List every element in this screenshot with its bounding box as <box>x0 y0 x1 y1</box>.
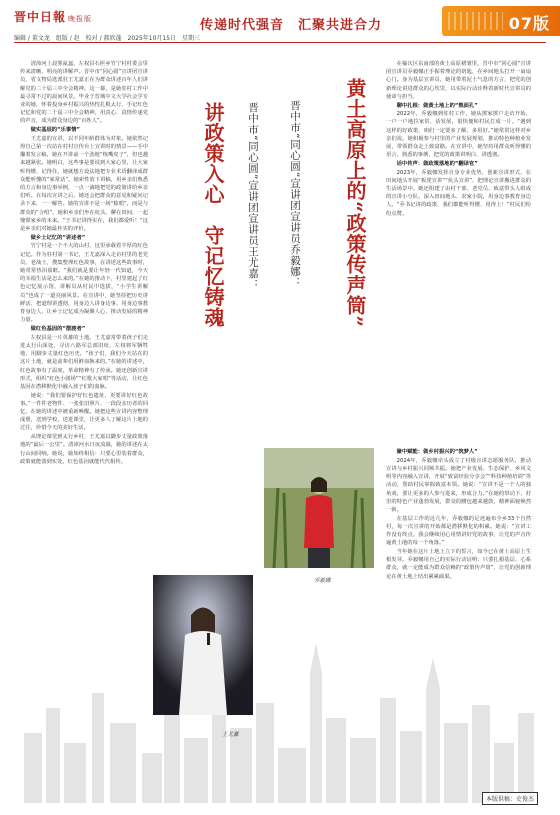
headline-left: 讲政策入心 守记忆铸魂 <box>201 102 225 328</box>
body-paragraph: 她说：“我们要保护好红色遗址，更要讲好红色故事。”一件件老物件、一张张旧照片、一段段亲历者的回忆，在她的讲述中被重新唤醒。她把这些宣讲内容整理成册，送到学校、送进课堂，让更多人了解这片土地的过往，珍惜今天的美好生活。 <box>20 392 148 432</box>
city-skyline-illustration <box>14 613 546 803</box>
page-meta: 编辑 / 董文龙 组版 / 赵 校对 / 郝欣蓬 2025年10月15日 星期三 <box>14 35 201 42</box>
section-subheading: 聊中扎根：做黄土地上的“熟面孔” <box>396 102 478 109</box>
subheadline-left: 晋中市“同心圆”宣讲团宣讲员王尤嘉： <box>247 102 259 290</box>
body-paragraph: 2022年，乔毅娜到驻村工作，她从挨家挨户走访开始，一户一户地拉家常、话发展，很快便和村民打成一片。“遇到这样的好政策，咱们一定要多了解、多用好。”她常常这样对乡亲们说。她积极参与村里的产业发展规划，推动特色种植业发展，带领群众走上致富路。在宣讲中，她坚持用群众听得懂的语言、熟悉的事例，把党的政策讲明白、讲透彻。 <box>386 111 531 159</box>
headline-right: 黄土高原上的“政策传声筒” <box>343 78 367 328</box>
speaker-illustration <box>153 575 253 715</box>
page-slogan <box>200 14 382 33</box>
body-paragraph: 左权县是一片英雄的土地。王尤嘉常带着孩子们走进太行山深处，寻访八路军总部旧址、左权将军牺牲地，用脚步丈量红色历史。“孩子们，我们今天站在的这片土地，就是前辈们用鲜血换来的。”在她的讲述中，红色故事有了温度，革命精神有了传承。她还创新宣讲形式，组织“红色小剧场”“红歌大家唱”等活动，让红色基因在潜移默化中融入孩子们的血脉。 <box>20 334 148 390</box>
body-paragraph: 在榆次区东南部的黄土高原褶皱里，晋中市“同心圆”宣讲团宣讲员乔毅娜正手握着理论的钥匙，在乡间地头打开一扇扇心门。身为基层宣讲员，她用带着泥土气息的方言，把党的创新理论讲进群众的心坎里，以实际行动诠释着新时代宣讲员的使命与担当。 <box>386 61 531 100</box>
edition-number: 07版 <box>508 14 550 33</box>
edition-badge <box>442 6 560 36</box>
body-paragraph: 王尤嘉的宣讲，以不同年龄群体为对象。她依然记得自己第一次站在村村宣传台上宣讲时的情景——手中攥着发言稿，她在开讲前一个劲地“练嘴皮子”，但也越来越紧张。她明白，这些事是要说到大家心里，让大家听得懂、记得住，她就想方设法地把专业术语翻译成群众能听懂的“家常话”。她索性放下讲稿，用乡亲们熟悉的方言和身边事举例，一点一滴地把党的政策讲给乡亲们听。在每次宣讲之后，她还会把群众的意见和疑问记录下来，一一解答。她的宣讲不是一场“独唱”，而是与群众的“合唱”，她和乡亲们坐在炕头、聊在田间，一起憧憬家乡的未来。“王书记讲得实在，我们都爱听！”这是乡亲们对她最朴实的评价。 <box>20 135 148 233</box>
photo-caption-qiao: 乔毅娜 <box>314 578 331 584</box>
logo-sub: 晚报版 <box>68 15 93 23</box>
newspaper-logo <box>14 8 93 25</box>
section-subheading: 做红色基因的“摆渡者” <box>30 326 86 332</box>
slogan-right: 汇聚共进合力 <box>298 18 383 33</box>
body-paragraph: 当年她在这片土地上立下的誓言，如今已在黄土高原上生根发芽。乔毅娜用自己的实际行动证明：只要扎根基层、心系群众，就一定能成为群众信赖的“政策传声筒”，让党的创新理论在黄土地上结出累累硕果。 <box>386 548 531 580</box>
photo-caption-wang: 王尤嘉 <box>222 732 239 738</box>
section-subheading: 话中传声：做政策落地的“翻译官” <box>396 160 478 167</box>
section-subheading: 聚中赋能：做乡村振兴的“筑梦人” <box>396 449 478 455</box>
subheadline-right: 晋中市“同心圆”宣讲团宣讲员乔毅娜： <box>289 100 301 288</box>
field-illustration <box>264 448 374 568</box>
speaker-photo-qiao <box>264 448 374 568</box>
header-divider <box>14 42 546 43</box>
section-subheading: 做乡土记忆的“讲述者” <box>30 234 86 241</box>
article-right-body-top <box>386 60 531 218</box>
article-left-body <box>20 60 148 466</box>
masthead <box>14 8 93 30</box>
body-paragraph: 从理论课堂到太行乡村，王尤嘉以脚步丈量政策落地的“最后一公里”。清漳河水日夜流淌，她的讲述在太行山间回响。她说，她始终相信：只要心里装着群众，政策就能落到实处，红色基因就能代代相传。 <box>20 434 148 465</box>
body-paragraph: 2023年，乔毅娜发挥自身专业优势，创新宣讲形式，在田间地头开展“板凳宣讲”“炕头宣讲”，把理论宣讲搬进群众的生活场景中。她还组建了由村干部、老党员、致富带头人组成的宣讲小分队，深入田间地头、农家小院，用身边事教育身边人。“乔书记讲的政策，我们都能听得懂、用得上！”村民们纷纷点赞。 <box>386 169 531 217</box>
footer-credit: 本版供稿：史俊杰 <box>482 792 538 805</box>
logo-text: 晋中日報 <box>14 10 67 24</box>
stripe-decoration <box>448 12 503 30</box>
speaker-photo-wang <box>153 575 253 715</box>
body-paragraph: 在基层工作的这几年，乔毅娜的足迹遍布全乡33个自然村，每一次宣讲的开始都是潜移默化的积累。她说：“宣讲工作没有终点，我会继续用心用情讲好党的故事，让党的声音传遍黄土地的每一个角落。” <box>386 515 531 547</box>
slogan-left: 传递时代强音 <box>200 18 285 33</box>
body-paragraph: 竹宁村是一个不大的山村，这里承载着丰厚的红色记忆。作为驻村第一书记，王尤嘉深入走访村里的老党员、老战士，搜集整理红色故事，在讲述这些故事时，她常常热泪盈眶。“我们就是要让年轻一代知道，今天的幸福生活是怎么来的。”在她的推动下，村里建起了红色记忆展示馆，讲解员从村民中选拔，“小学生讲解员”也成了一道亮丽风景。在宣讲中，她坚持把历史讲鲜活、把道理讲透彻，用身边人讲身边事、用身边事教育身边人，让乡土记忆成为凝聚人心、推动发展的精神力量。 <box>20 243 148 324</box>
body-paragraph: 清漳河上晨雾氤氲，左权县石匣乡竹宁村村委会里传来清晰、明亮的讲解声。晋中市“同心圆”宣讲团宣讲员、省文物局选派驻王尤嘉正在为群众讲述百年人们讲解党的二十届三中全会精神。这一幕，是她驻村工作中最寻常不过的晨间风景。毕业于晋城中文大学社会学专业的她，怀着投身乡村振兴的热忱扎根太行，手记红色记忆和党的二十届三中全会精神，用真心、真情传递党的声音，成为群众身边的“百姓人”。 <box>20 61 148 125</box>
article-right-body-bottom <box>386 448 531 581</box>
section-subheading: 做实基层的“乐事情” <box>30 127 80 134</box>
body-paragraph: 2024年，乔毅娜牵头成立了村级宣讲志愿服务队，推动宣讲与乡村振兴同频共振。她把产业发展、生态保护、乡风文明等内容融入宣讲，开展“致富经验分享会”“科技种植培训”等活动，帮助村民掌握致富本领。她说：“宣讲不是一个人的独角戏，要让更多的人参与进来，形成合力。”在她的带动下，村里的特色产业蓬勃发展，群众的腰包越来越鼓，精神面貌焕然一新。 <box>386 457 531 513</box>
